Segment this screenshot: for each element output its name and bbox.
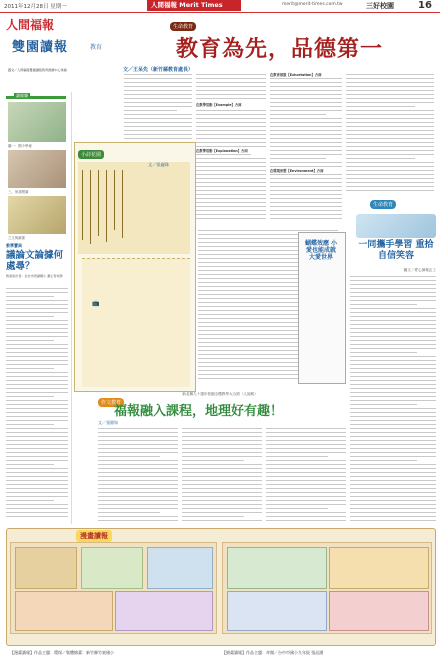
comic-panel	[81, 547, 143, 589]
photo-caption-3: 之文與讀書	[8, 236, 25, 240]
comic-panel	[15, 591, 113, 631]
subhead-example: 在教學活動【Example】方面	[196, 102, 266, 107]
comic-panel	[329, 591, 429, 631]
comic-panel	[115, 591, 213, 631]
bottom-col-2	[182, 428, 262, 524]
issue-date: 2011年12月28日 星期一	[4, 4, 67, 10]
bottom-col-3	[266, 428, 346, 524]
left-tag: 讀報樂	[16, 93, 28, 98]
photo-caption-1: 圖一：國小學童	[8, 144, 32, 148]
comic-panel	[15, 547, 77, 589]
bottom-article-tag: 作文教育	[98, 398, 124, 407]
main-col-3	[270, 74, 342, 224]
main-headline	[170, 22, 410, 62]
right-story-title: 一同攜手學習 重拾自信笑容	[358, 240, 434, 261]
column-rule	[71, 92, 72, 524]
author-credit: 圖文／人間福報雙園讀報教育推廣中心供稿	[8, 68, 67, 72]
comic-panel	[147, 547, 213, 589]
page-header	[0, 0, 440, 13]
contact-email[interactable]: merit@merit-times.com.tw	[282, 2, 343, 7]
newspaper-brand[interactable]: 人間福報 Merit Times	[147, 0, 241, 11]
column-logo-top: 人間福報	[6, 18, 55, 32]
main-col-4	[346, 74, 434, 194]
poem-illustration-2	[82, 258, 190, 387]
reading-photo	[8, 196, 66, 234]
teaching-byline: 教案設計者：台北市西湖國小 蕭壬雪老師	[6, 274, 63, 278]
poem-lines	[82, 170, 132, 250]
subhead-exhortation: 在教育部版【Exhortation】方面	[270, 72, 342, 77]
group-photo-caption: 新北縣九十週年校園全體教學大合照（人福報）	[182, 392, 258, 396]
poem-byline: 文／張麗珠	[148, 162, 169, 167]
main-kicker-badge: 生命教育	[170, 22, 196, 31]
bottom-col-1	[98, 428, 178, 524]
main-title: 教育為先，品德第一	[176, 37, 384, 62]
bottom-article-byline: 文／張靜如	[98, 420, 118, 425]
side-vertical-title: 蝴蝶效應 小愛也能成就 大愛世界	[304, 240, 338, 261]
comic-panel	[227, 591, 327, 631]
column-logo	[6, 16, 116, 76]
photo-caption-2: 三、何喜閱讀	[8, 190, 29, 194]
subhead-environment: 在環境形塑【Environment】方面	[270, 168, 342, 173]
comic-caption-left: 【漫畫讀報】作品主題：環保／集體繪畫：新竹縣竹東國小	[10, 650, 114, 655]
right-story-art	[356, 214, 436, 238]
column-logo-middle: 雙園讀報	[12, 40, 69, 55]
students-photo	[8, 150, 66, 188]
main-byline: 文／王呆先（新竹縣教育處長）	[123, 67, 194, 73]
right-story-byline: 圖文／愛心讀報志工	[403, 268, 436, 272]
section-name: 三好校園	[366, 2, 394, 10]
page-number: 16	[418, 0, 432, 11]
comic-left	[10, 542, 217, 634]
bottom-article-title: 福報融入課程，地理好有趣！	[114, 404, 284, 419]
classroom-photo	[8, 102, 66, 142]
tv-icon: 📺	[92, 300, 100, 307]
subhead-explanation: 在教學活動【Explanation】方面	[196, 148, 266, 153]
teaching-body	[6, 288, 68, 524]
teaching-title: 議論文論據何處尋？	[6, 250, 64, 272]
right-story-body	[350, 276, 436, 526]
column-logo-suffix: 教育	[90, 44, 103, 51]
teaching-section-label: 教學寶典	[6, 243, 22, 248]
poem-tag: 小詩花園	[78, 150, 104, 159]
comics-title: 漫畫讀報	[76, 530, 112, 542]
comic-panel	[227, 547, 327, 589]
comic-caption-right: 【繪畫讀報】作品主題：奇聞／台中市國小九年級 張品涵	[222, 650, 324, 655]
right-story-tag: 生命教育	[370, 200, 396, 209]
comic-panel	[329, 547, 429, 589]
comic-right	[222, 542, 432, 634]
